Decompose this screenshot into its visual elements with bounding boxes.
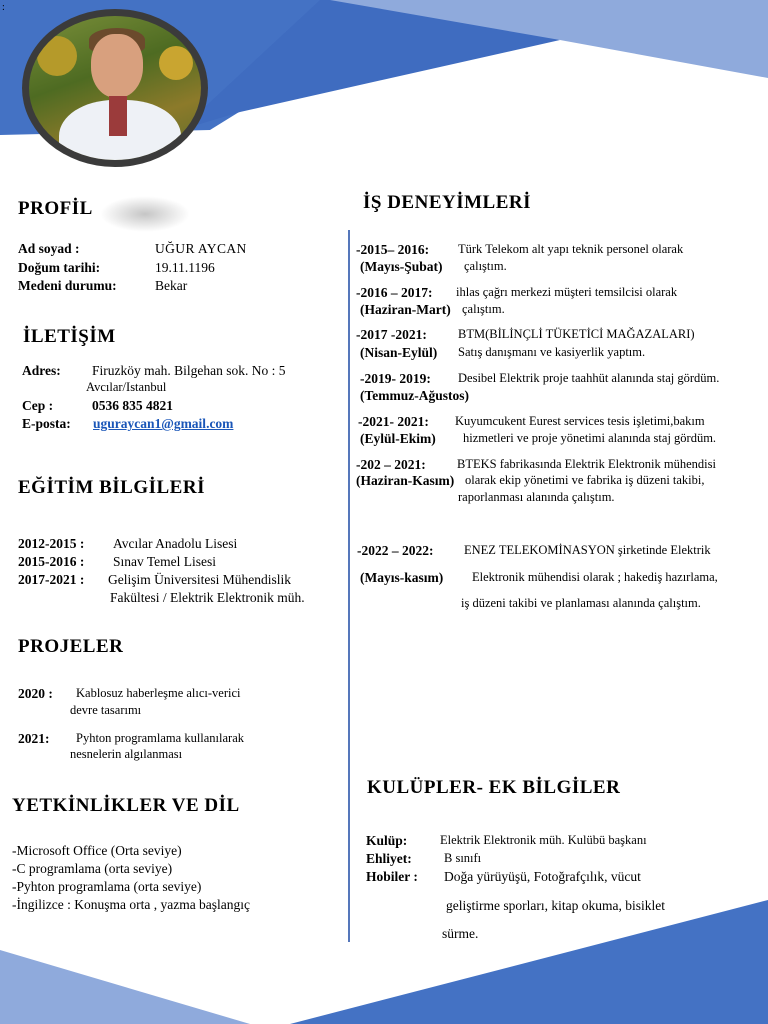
phone-value: 0536 835 4821 [92, 398, 173, 413]
experience-desc: BTEKS fabrikasında Elektrik Elektronik mühendisi [457, 457, 716, 471]
club-value: Elektrik Elektronik müh. Kulübü başkanı [440, 833, 647, 847]
project-year: 2021: [18, 731, 50, 746]
marital-value: Bekar [155, 278, 188, 293]
experience-years: -2016 – 2017: [356, 285, 433, 300]
experience-years: -2017 -2021: [356, 327, 427, 342]
experience-desc-line2: Satış danışmanı ve kasiyerlik yaptım. [458, 345, 646, 359]
experience-years: -202 – 2021: [356, 457, 426, 472]
education-school-line2: Fakültesi / Elektrik Elektronik müh. [110, 590, 305, 605]
address-line1: Firuzköy mah. Bilgehan sok. No : 5 [92, 363, 286, 378]
column-divider [348, 230, 350, 942]
email-link[interactable]: uguraycan1@gmail.com [93, 416, 234, 431]
project-year: 2020 : [18, 686, 53, 701]
experience-desc-line2: Elektronik mühendisi olarak ; hakediş hazırlama, [472, 570, 718, 584]
hobbies-value: Doğa yürüyüşü, Fotoğrafçılık, vücut [444, 869, 641, 884]
license-label: Ehliyet: [366, 851, 412, 866]
education-school: Gelişim Üniversitesi Mühendislik [108, 572, 291, 587]
contact-heading: İLETİŞİM [23, 326, 116, 347]
education-years: 2012-2015 : [18, 536, 85, 551]
avatar [29, 16, 201, 160]
experience-desc: ENEZ TELEKOMİNASYON şirketinde Elektrik [464, 543, 711, 557]
experience-desc-line2: hizmetleri ve proje yönetimi alanında staj gördüm. [463, 431, 717, 445]
dob-value: 19.11.1196 [155, 260, 215, 275]
skill-item: -C programlama (orta seviye) [12, 861, 173, 876]
project-desc-line2: devre tasarımı [70, 703, 142, 717]
address-line2: Avcılar/Istanbul [86, 380, 167, 394]
experience-heading: İŞ DENEYİMLERİ [363, 192, 532, 213]
experience-desc: ihlas çağrı merkezi müşteri temsilcisi olarak [456, 285, 678, 299]
education-heading: EĞİTİM BİLGİLERİ [18, 477, 205, 498]
education-years: 2015-2016 : [18, 554, 85, 569]
skill-item: -Pyhton programlama (orta seviye) [12, 879, 202, 894]
experience-months: (Mayıs-Şubat) [360, 259, 443, 274]
marital-label: Medeni durumu: [18, 278, 117, 293]
heading-shadow [100, 196, 190, 232]
education-school: Avcılar Anadolu Lisesi [113, 536, 238, 551]
experience-years: -2022 – 2022: [357, 543, 434, 558]
experience-months: (Temmuz-Ağustos) [360, 388, 469, 403]
experience-months: (Nisan-Eylül) [360, 345, 438, 360]
phone-label: Cep : [22, 398, 54, 413]
name-value: UĞUR AYCAN [155, 241, 247, 256]
club-label: Kulüp: [366, 833, 408, 848]
project-desc: Kablosuz haberleşme alıcı-verici [76, 686, 241, 700]
bottom-right-band [290, 900, 768, 1024]
education-years: 2017-2021 : [18, 572, 85, 587]
experience-years: -2019- 2019: [360, 371, 431, 386]
clubs-heading: KULÜPLER- EK BİLGİLER [367, 777, 621, 798]
corner-mark: : [2, 2, 5, 13]
experience-desc-line3: iş düzeni takibi ve planlaması alanında çalıştım. [461, 596, 701, 610]
profile-heading: PROFİL [18, 198, 93, 219]
skill-item: -Microsoft Office (Orta seviye) [12, 843, 182, 858]
skill-item: -İngilizce : Konuşma orta , yazma başlangıç [12, 897, 251, 912]
license-value: B sınıfı [444, 851, 482, 865]
hobbies-label: Hobiler : [366, 869, 418, 884]
experience-desc: Desibel Elektrik proje taahhüt alanında staj gördüm. [458, 371, 720, 385]
experience-desc-line2: çalıştım. [464, 259, 507, 273]
address-label: Adres: [22, 363, 61, 378]
name-label: Ad soyad : [18, 241, 80, 256]
project-desc-line2: nesnelerin algılanması [70, 747, 183, 761]
project-desc: Pyhton programlama kullanılarak [76, 731, 245, 745]
skills-heading: YETKİNLİKLER VE DİL [12, 795, 240, 816]
projects-heading: PROJELER [18, 636, 124, 657]
experience-desc: Türk Telekom alt yapı teknik personel olarak [458, 242, 684, 256]
experience-desc-line3: raporlanması alanında çalıştım. [458, 490, 615, 504]
experience-desc: Kuyumcukent Eurest services tesis işletimi,bakım [455, 414, 705, 428]
dob-label: Doğum tarihi: [18, 260, 101, 275]
experience-desc: BTM(BİLİNÇLİ TÜKETİCİ MAĞAZALARI) [458, 327, 695, 341]
experience-desc-line2: çalıştım. [462, 302, 505, 316]
experience-months: (Mayıs-kasım) [360, 570, 444, 585]
experience-months: (Haziran-Mart) [360, 302, 451, 317]
experience-desc-line2: olarak ekip yönetimi ve fabrika iş düzeni takibi, [465, 473, 705, 487]
hobbies-value-line2: geliştirme sporları, kitap okuma, bisiklet [446, 898, 665, 913]
email-label: E-posta: [22, 416, 71, 431]
education-school: Sınav Temel Lisesi [113, 554, 217, 569]
profile-photo [22, 9, 208, 167]
experience-months: (Eylül-Ekim) [360, 431, 436, 446]
experience-years: -2015– 2016: [356, 242, 430, 257]
hobbies-value-line3: sürme. [442, 926, 479, 941]
experience-years: -2021- 2021: [358, 414, 429, 429]
experience-months: (Haziran-Kasım) [356, 473, 455, 488]
